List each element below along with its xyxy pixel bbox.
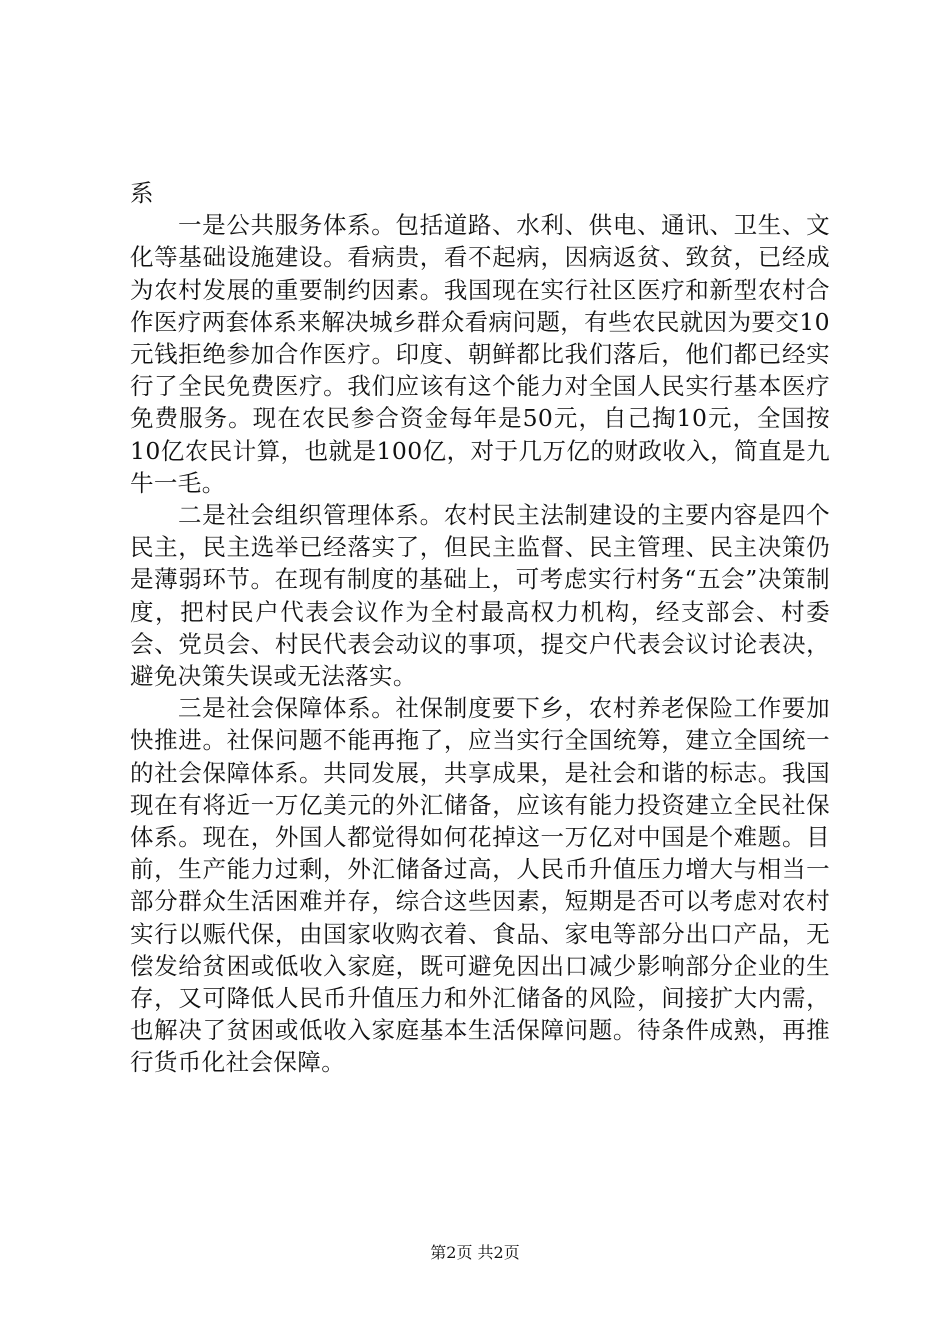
paragraph-social-security: 三是社会保障体系。社保制度要下乡，农村养老保险工作要加快推进。社保问题不能再拖了，应当实行全国统筹，建立全国统一的社会保障体系。共同发展，共享成果，是社会和谐的标志。我国现在有将近一万亿美元的外汇储备，应该有能力投资建立全民社保体系。现在，外国人都觉得如何花掉这一万亿对中国是个难题。目前，生产能力过剩，外汇储备过高，人民币升值压力增大与相当一部分群众生活困难并存，综合这些因素，短期是否可以考虑对农村实行以赈代保，由国家收购衣着、食品、家电等部分出口产品，无偿发给贫困或低收入家庭，既可避免因出口减少影响部分企业的生存，又可降低人民币升值压力和外汇储备的风险，间接扩大内需，也解决了贫困或低收入家庭基本生活保障问题。待条件成熟，再推行货币化社会保障。 — [130, 694, 830, 1077]
paragraph-public-service: 一是公共服务体系。包括道路、水利、供电、通讯、卫生、文化等基础设施建设。看病贵，看不起病，因病返贫、致贫，已经成为农村发展的重要制约因素。我国现在实行社区医疗和新型农村合作医疗两套体系来解决城乡群众看病问题，有些农民就因为要交10元钱拒绝参加合作医疗。印度、朝鲜都比我们落后，他们都已经实行了全民免费医疗。我们应该有这个能力对全国人民实行基本医疗免费服务。现在农民参合资金每年是50元，自己掏10元，全国按10亿农民计算，也就是100亿，对于几万亿的财政收入，简直是九牛一毛。 — [130, 211, 830, 497]
paragraph-continuation: 系 — [130, 179, 154, 207]
paragraph-social-organization: 二是社会组织管理体系。农村民主法制建设的主要内容是四个民主，民主选举已经落实了，但民主监督、民主管理、民主决策仍是薄弱环节。在现有制度的基础上，可考虑实行村务“五会”决策制度，把村民户代表会议作为全村最高权力机构，经支部会、村委会、党员会、村民代表会动议的事项，提交户代表会议讨论表决，避免决策失误或无法落实。 — [130, 501, 830, 691]
page-footer: 第2页 共2页 — [430, 1243, 520, 1262]
document-body — [130, 177, 830, 1079]
